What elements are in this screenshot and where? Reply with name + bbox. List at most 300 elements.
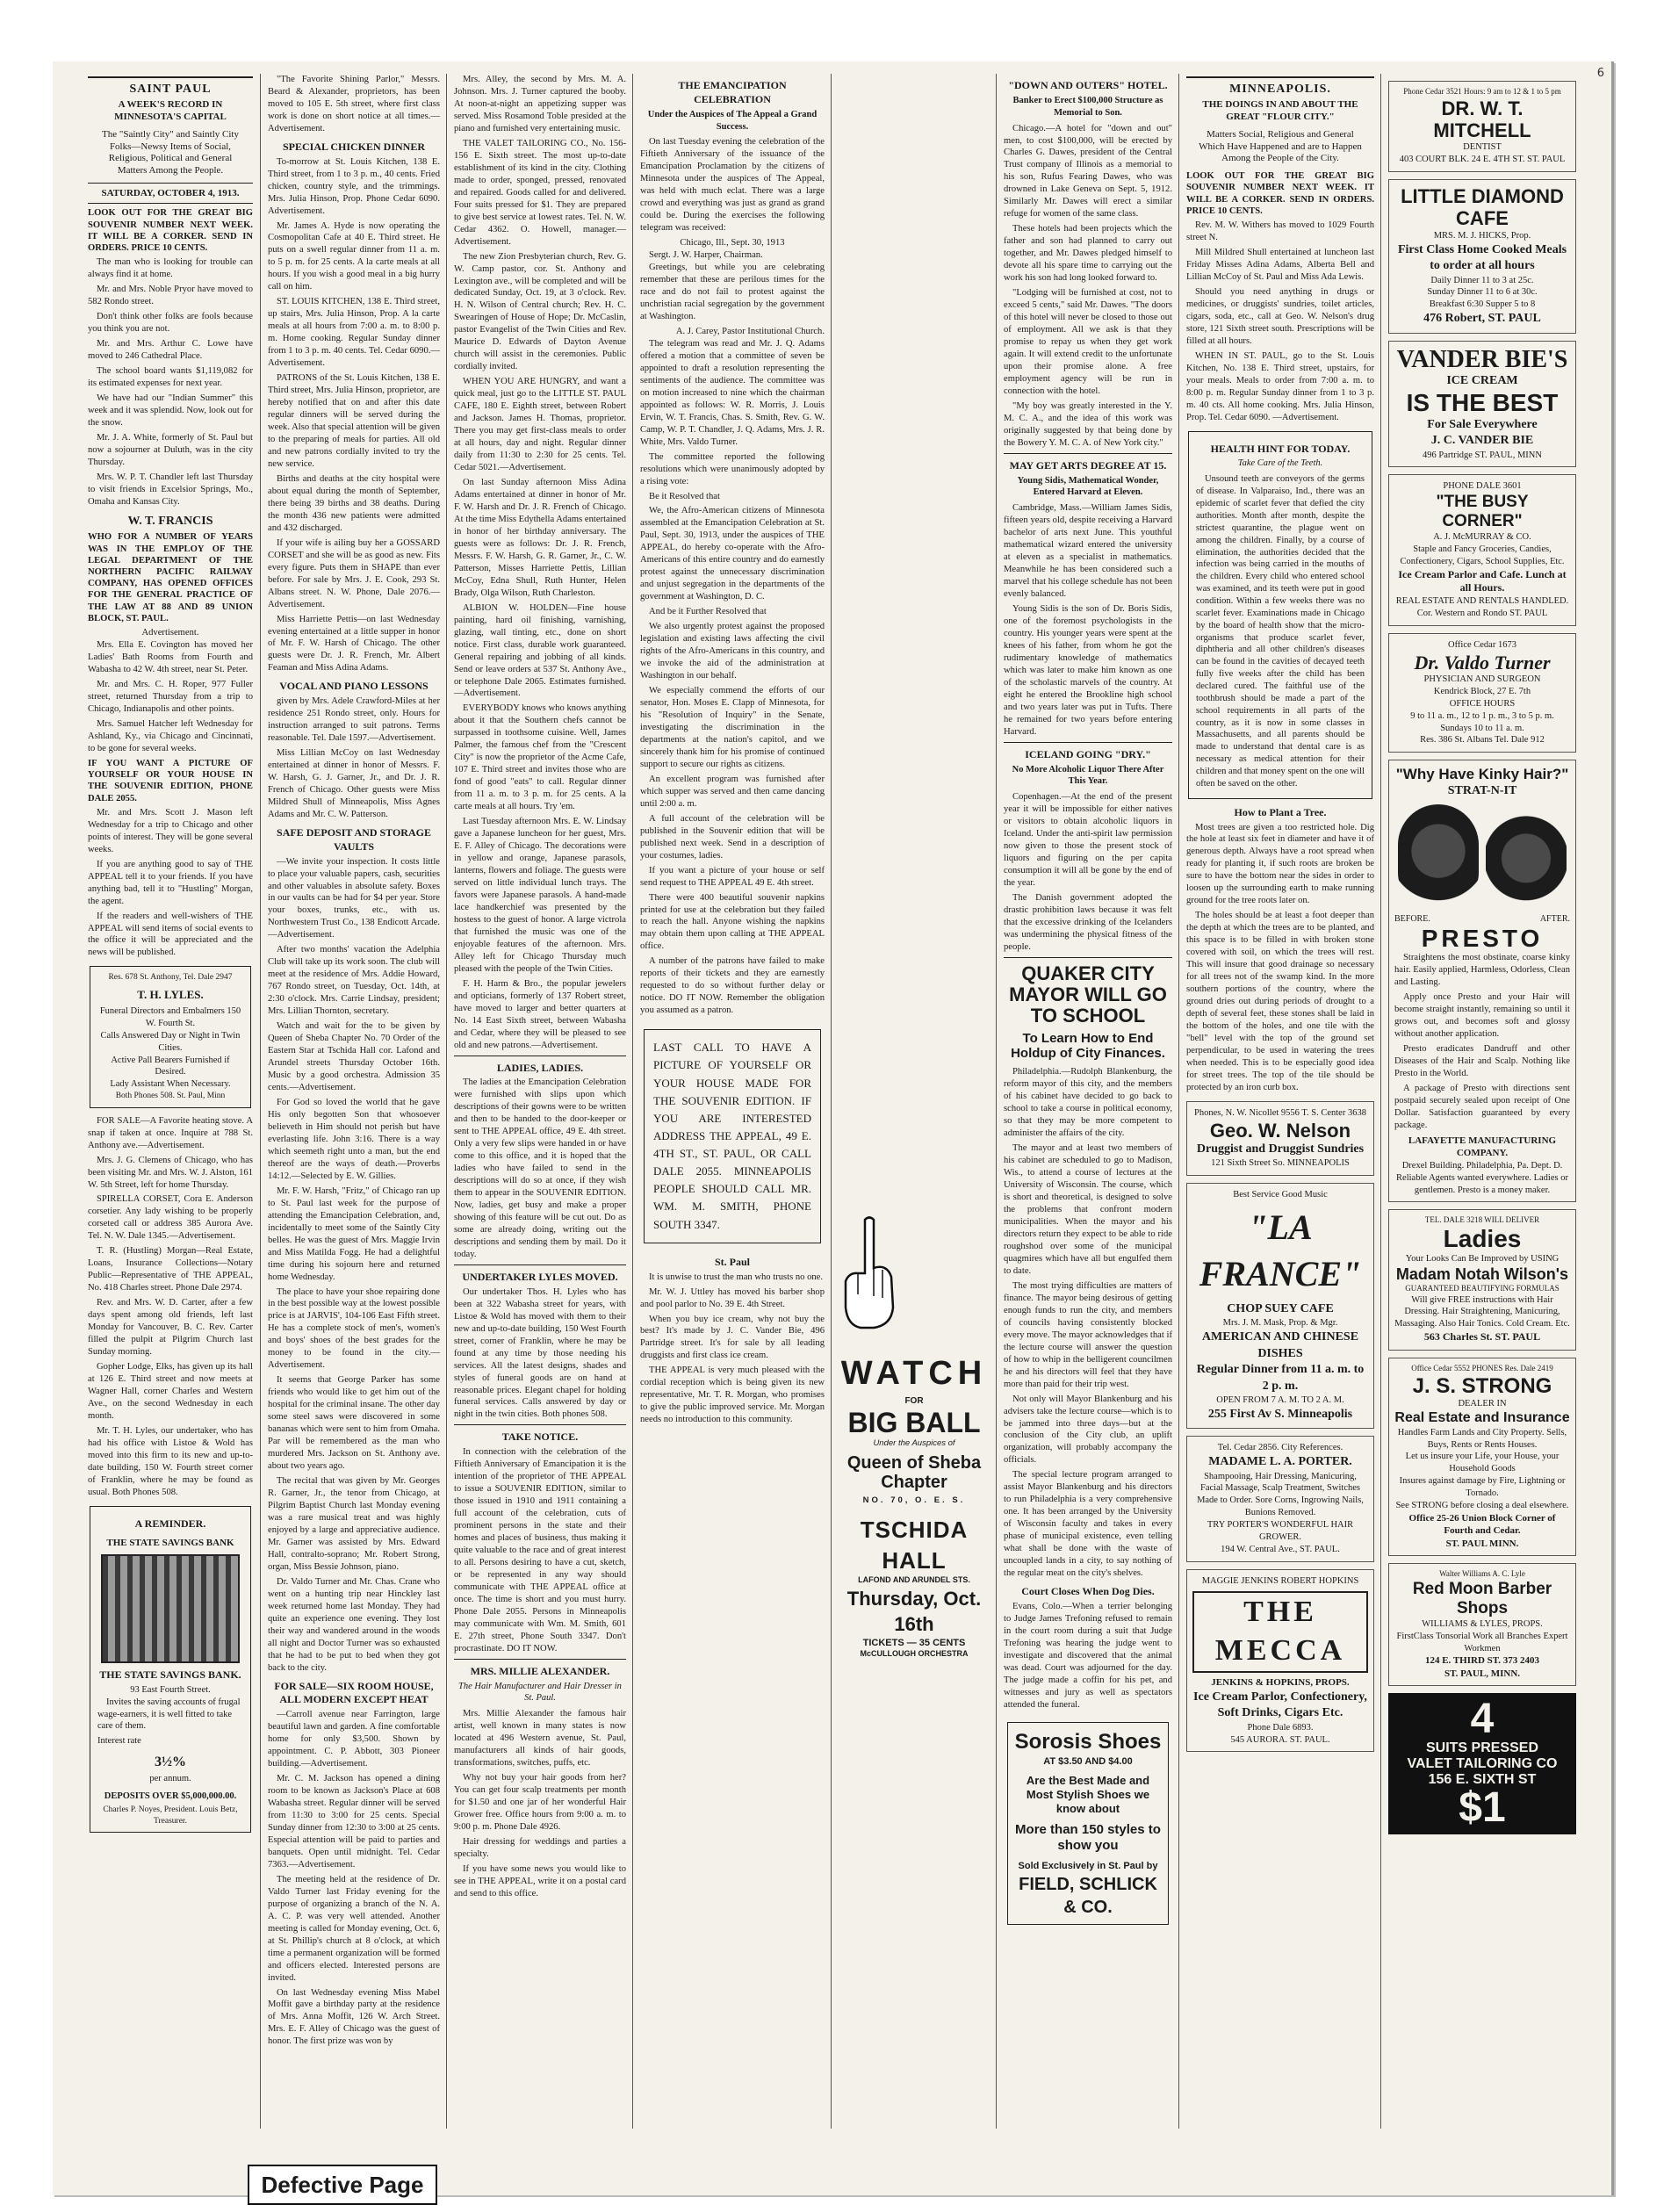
la-france-ad	[1186, 1183, 1374, 1429]
column-8	[1380, 74, 1583, 2129]
news-item: Don't think other folks are fools because you think you are not.	[88, 312, 253, 335]
news-item: Mrs. Samuel Hatcher left Wednesday for Ashland, Ky., via Chicago and Cincinnati, to be gone for several weeks.	[88, 718, 253, 753]
mitchell-address: 403 COURT BLK. 24 E. 4TH ST. ST. PAUL	[1399, 155, 1566, 165]
vt-top: Office Cedar 1673	[1448, 639, 1516, 650]
item-heading: MAY GET ARTS DEGREE AT 15.	[1009, 458, 1167, 472]
news-item: On last Tuesday evening the celebration of the Fiftieth Anniversary of the issuance of the Emancipation Proclamation by the citizens of Minnesota under the auspices of The Appeal, was held with much eclat. There was a large crowd and everything was just as grand as grand could be. During the exercises the following telegram was received:	[640, 137, 825, 234]
news-item: The most trying difficulties are matters of finance. The mayor being desirous of getting enough funds to run the city, and members of councils having consistently blocked every move. The mayor acknowledges that if the lecture course will answer the question of how to whip in the belligerent councilmen he and his directors will feel that they have more than paid for their trip west.	[1004, 1280, 1172, 1389]
ball-ad	[839, 1351, 990, 1660]
bc-address: Cor. Western and Rondo ST. PAUL	[1416, 609, 1548, 619]
valet-tailoring-ad	[1388, 1693, 1576, 1834]
diamond-address: 476 Robert, ST. PAUL	[1423, 312, 1541, 326]
news-item: Hair dressing for weddings and parties a specialty.	[454, 1836, 626, 1859]
la-france-top: Best Service Good Music	[1233, 1190, 1328, 1200]
before-label: BEFORE.	[1394, 914, 1430, 925]
bank-officers: Charles P. Noyes, President. Louis Betz, Treasurer.	[103, 1805, 238, 1826]
news-item: The man who is looking for trouble can always find it at home.	[88, 257, 253, 280]
la-france-line: OPEN FROM 7 A. M. TO 2 A. M.	[1216, 1394, 1344, 1405]
news-item: The holes should be at least a foot deeper than the depth at which the trees are to be planted, and this space is to be filled in with broken stone covered with soil, on which the trees will rest. This will insure that good drainage so necessary for all trees not of the swamp kind. In the more southern portions of the country, where the ground dries out during periods of drought to a depth of several feet, these stones shall be laid in the bottom of the holes, and one tile with the "bell" level with the top of the ground set perpendicular, to be used in watering the trees when needed. This is to be especially good idea for street trees. The top of the tile should be protected by an iron curb box.	[1186, 911, 1374, 1092]
bc-line: A. J. McMURRAY & CO.	[1433, 532, 1531, 543]
bc-name: "THE BUSY CORNER"	[1436, 493, 1529, 531]
news-item: ALBION W. HOLDEN—Fine house painting, hard oil finishing, varnishing, glazing, wall tinting, etc., done on short notice. First class, durable work guaranteed. General repairing and jobbing of all kinds. Send or leave orders at 537 St. Anthony Ave., or telephone Dale 2065. Estimates furnished.—Advertisement.	[454, 602, 626, 699]
valet-number: 4	[1470, 1696, 1495, 1743]
news-item: We also urgently protest against the proposed legislation and existing laws affecting the civil rights of the Afro-Americans in this country, and we invoke the aid of the administration at Washington in our behalf.	[640, 622, 825, 681]
lyles-line: Both Phones 508. St. Paul, Minn	[115, 1092, 226, 1101]
item-subheading: Take Care of the Teeth.	[1237, 458, 1323, 469]
mitchell-ad	[1388, 81, 1576, 172]
rule	[1004, 742, 1172, 743]
rm-line: FirstClass Tonsorial Work all Branches Expert Workmen	[1396, 1631, 1568, 1654]
ladies-line: Madam Notah Wilson's	[1395, 1265, 1569, 1283]
francis-notice: WHO FOR A NUMBER OF YEARS WAS IN THE EMPLOY OF THE LEGAL DEPARTMENT OF THE NORTHERN PACIFIC RAILWAY COMPANY, HAS OPENED OFFICES FOR THE GENERAL PRACTICE OF THE LAW AT 88 AND 89 UNION BLOCK, ST. PAUL.	[88, 532, 253, 623]
news-item: —Carroll avenue near Farrington, large beautiful lawn and garden. A fine comfortable home for only $3,500. Shown by appointment. C. P. Abbott, 303 Pioneer building.—Advertisement.	[268, 1710, 440, 1769]
news-item: Unsound teeth are conveyors of the germs of disease. In Valparaiso, Ind., there was an epidemic of scarlet fever that defied the city authorities. Month after month, despite the strictest quarantine, the plague went on among the children. Finally, by a course of elimination, the authorities decided that the infection was being carried in the mouths of the children. Every child who entered school was examined, and its teeth were put in good condition. Within a few weeks there was no scarlet fever. Examinations made in Chicago by the board of health show that the micro-organisms that produce scarlet fever, diphtheria and all other children's diseases can be found in the cavities of decayed teeth fully five weeks after the child has been declared cured. The faithful use of the toothbrush should be made a part of the school requirements in all parts of the country, as it is now in some classes in Massachusetts, and all parents should be made to understand that dental care is as necessary as medical attention for their children and that money spent on the one will often be saved on the other.	[1196, 474, 1365, 789]
rule	[88, 183, 253, 184]
mecca-line: Phone Dale 6893.	[1247, 1722, 1314, 1733]
vb-line: IS THE BEST	[1406, 388, 1559, 416]
news-item: If you want a picture of your house or self send request to THE APPEAL 49 E. 4th street.	[640, 865, 825, 888]
nelson-ad	[1186, 1101, 1374, 1176]
news-item: Most trees are given a too restricted hole. Dig the hole at least six feet in diameter and have it of generous depth. Always have a root spread when ready for planting it, if such roots are broken be sure to have the bottom near the sides in order to loosen up the surrounding earth to make running ground for the tree roots later on.	[1186, 822, 1374, 906]
ball-chapter: Queen of Sheba Chapter	[846, 1452, 982, 1492]
spacer	[839, 74, 990, 1207]
news-item: Not only will Mayor Blankenburg and his advisers take the lecture course—which is to be jammed into three days—but at the conclusion of the City club, an uplift organization, will probably accompany the officials.	[1004, 1394, 1172, 1466]
news-item: "The Favorite Shining Parlor," Messrs. Beard & Alexander, proprietors, has been moved to 105 E. 5th street, where first class work is done on short notice at all times.—Advertisement.	[268, 75, 440, 133]
strong-address: ST. PAUL MINN.	[1445, 1538, 1519, 1549]
diamond-line: First Class Home Cooked Meals to order at all hours	[1397, 242, 1567, 273]
porter-ad	[1186, 1436, 1374, 1561]
defective-page-label: Defective Page	[248, 2165, 437, 2205]
bc-line: REAL ESTATE AND RENTALS HANDLED.	[1395, 596, 1569, 607]
news-item: It is unwise to trust the man who trusts no one.	[649, 1272, 824, 1282]
diamond-line: Daily Dinner 11 to 3 at 25c.	[1430, 275, 1534, 285]
la-france-line: Mrs. J. M. Mask, Prop. & Mgr.	[1222, 1318, 1338, 1329]
item-heading: UNDERTAKER LYLES MOVED.	[462, 1270, 618, 1283]
news-item: The telegram was read and Mr. J. Q. Adams offered a motion that a committee of seven be appointed to draft a resolution representing the sentiments of the audience. The committee was on motion increased to nine which the chairman appointed as follows: W. R. Morris, J. Louis Ervin, W. T. Francis, Chas. S. Smith, Rev. G. W. Camp, W. P. T. Chandler, J. Q. Adams, Mrs. J. R. White, Mrs. Valdo Turner.	[640, 338, 825, 447]
lyles-line: Funeral Directors and Embalmers 150 W. Fourth St.	[99, 1006, 241, 1028]
item-heading: SAFE DEPOSIT AND STORAGE VAULTS	[277, 825, 431, 853]
pointing-hand-icon	[839, 1215, 900, 1329]
strong-line: Insures against damage by Fire, Lightning or Tornado.	[1399, 1476, 1566, 1498]
news-item: Our undertaker Thos. H. Lyles who has been at 322 Wabasha street for years, with Listoe & Wold has moved with them to their new and up-to-date building, 150 West Fourth street, corner of Franklin, where he may be found at any time by those needing his services. All the latest designs, shades and styles of funeral goods are on hand at reasonable prices. Elegant chapel for holding funeral services. Calls answered by day or night in the twin cities. Both phones 508.	[454, 1286, 626, 1420]
rm-top: Walter Williams A. C. Lyle	[1439, 1569, 1525, 1579]
quaker-headline: QUAKER CITY MAYOR WILL GO TO SCHOOL	[1009, 962, 1167, 1027]
diamond-line: MRS. M. J. HICKS, Prop.	[1433, 230, 1531, 241]
news-item: The ladies at the Emancipation Celebration were furnished with slips upon which descriptions of their gowns were to be written and then to be handed to the door-keeper or sent to THE APPEAL office, 49 E. 4th street. Only a very few slips were handed in or have come to this office, and it is hoped that the ladies who have failed to send in the descriptions will do so at once, if they wish them to appear in the SOUVENIR EDITION. Now, ladies, get busy and make a proper showing of this feature will be cut out. Do as some are already doing, writing out the descriptions and sending them by mail. Do it today.	[454, 1077, 626, 1259]
news-item: The school board wants $1,119,082 for its estimated expenses for next year.	[88, 366, 253, 389]
after-label: AFTER.	[1539, 914, 1570, 925]
issue-date: SATURDAY, OCTOBER 4, 1913.	[101, 187, 240, 198]
presto-line: LAFAYETTE MANUFACTURING COMPANY.	[1408, 1135, 1557, 1159]
news-item: —We invite your inspection. It costs little to place your valuable papers, cash, securities and other valuables in absolute safety. Boxes in our vaults can be had for $4 per year. Store your boxes, trunks, etc., with us. Northwestern Trust Co., 138 Endicott Arcade.—Advertisement.	[268, 856, 440, 940]
strong-name: J. S. STRONG	[1412, 1373, 1552, 1398]
columns	[81, 74, 1582, 2129]
news-item: Philadelphia.—Rudolph Blankenburg, the reform mayor of this city, and the members of his cabinet have decided to go back to school to take a course in political economy, so that they may be more competent to administer the affairs of the city.	[1004, 1067, 1172, 1139]
news-item: For God so loved the world that he gave His only begotten Son that whosoever believeth in Him should not perish but have everlasting life. John 3:16. There is a way which seemeth right unto a man, but the end thereof are the ways of death.—Proverbs 14:12.—Selected by E. W. Gillies.	[268, 1097, 440, 1181]
red-moon-ad	[1388, 1563, 1576, 1686]
ladies-ad	[1388, 1209, 1576, 1351]
sorosis-line: Are the Best Made and Most Stylish Shoes we know about	[1026, 1773, 1150, 1816]
lyles-phone: Res. 678 St. Anthony, Tel. Dale 2947	[108, 973, 233, 983]
news-item: An excellent program was furnished after which supper was served and then came dancing until 2:00 a. m.	[640, 774, 825, 809]
news-item: Copenhagen.—At the end of the present year it will be impossible for either natives or visitors to obtain alcoholic liquors in Iceland. Under the anti-spirit law permission now given to those the present stock of liquors and figuring on the per capita consumption it will all be gone by the end of the year.	[1004, 792, 1172, 889]
busy-corner-ad	[1388, 474, 1576, 626]
news-item: FOR SALE—A Favorite heating stove. A snap if taken at once. Inquire at 788 St. Anthony ave.—Advertisement.	[88, 1115, 253, 1150]
presto-ad	[1388, 760, 1576, 1202]
item-heading: "DOWN AND OUTERS" HOTEL.	[1008, 79, 1168, 91]
presto-line: Apply once Presto and your Hair will become straight instantly, remaining so until it grows out, and becomes soft and glossy without another application.	[1394, 992, 1570, 1040]
news-item: Evans, Colo.—When a terrier belonging to Judge James Trefoning refused to remain in the court room during a suit that Judge Trefoning was hearing the judge went to investigate and discovered that the animal was dead. Court was adjourned for the day. The judge made a coffin for his pet, and witnesses and jury as well as spectators attended the funeral.	[1004, 1601, 1172, 1710]
bank-rate-unit: per annum.	[149, 1774, 191, 1784]
mecca-top: MAGGIE JENKINS ROBERT HOPKINS	[1201, 1575, 1359, 1586]
diamond-line: Sunday Dinner 11 to 6 at 30c.	[1427, 287, 1538, 298]
bank-rate: 3½%	[155, 1754, 186, 1770]
news-item: given by Mrs. Adele Crawford-Miles at her residence 251 Rondo street, only. Hours for instruction arranged to suit patrons. Terms reasonable. Tel. Dale 1597.—Advertisement.	[268, 696, 440, 744]
news-item: Mr. J. A. White, formerly of St. Paul but now a sojourner at Duluth, was in the city Thursday.	[88, 433, 253, 467]
vb-line: J. C. VANDER BIE	[1430, 434, 1534, 448]
telegram-addressee: Sergt. J. W. Harper, Chairman.	[649, 250, 763, 261]
bank-address: 93 East Fourth Street.	[130, 1684, 211, 1695]
strong-line: Let us insure your Life, your House, your Household Goods	[1405, 1452, 1560, 1474]
news-item: EVERYBODY knows who knows anything about it that the Southern chefs cannot be surpassed in toothsome cuisine. Well, James Palmer, the famous chef from the "Crescent City" is now the proprietor of the Acme Cafe, 107 E. Third street and invites those who are fond of good "eats" to call. Regular dinner from 11 a. m. to 3 p. m. for 25 cents. A la carte meals at all hours. Try 'em.	[454, 703, 626, 812]
nelson-address: 121 Sixth Street So. MINNEAPOLIS	[1211, 1158, 1350, 1169]
news-item: On last Sunday afternoon Miss Adina Adams entertained at dinner in honor of Mr. F. W. Harsh and Dr. J. R. French of Chicago. At the time Miss Edythella Adams entertained in honor of her birthday anniversary. The guests were as follows: Dr. J. R. French, Messrs. F. W. Harsh, G. R. Garner, Jr., C. W. Patterson, Misses Harriette Pettis, Lillian McCoy, Edna Shull, Ruth Hunter, Helen Brady, Olga Wilson, Ruth Charleston.	[454, 478, 626, 598]
item-heading: HEALTH HINT FOR TODAY.	[1210, 442, 1351, 455]
news-item: THE VALET TAILORING CO., No. 156-156 E. Sixth street. The most up-to-date establishment of its kind in the city. Clothing made to order, sponged, pressed, renovated and repaired. Goods called for and delivered. Four suits pressed for $1. They are prepared to give best service at lowest rates. Tel. N. W. Cedar 4362. O. Howell, manager.—Advertisement.	[454, 138, 626, 247]
vb-line: ICE CREAM	[1446, 374, 1518, 388]
vt-line: Sundays 10 to 11 a. m.	[1440, 723, 1524, 733]
rule	[88, 203, 253, 204]
news-item: Rev. M. W. Withers has moved to 1029 Fourth street N.	[1186, 220, 1374, 243]
item-subheading: The Hair Manufacturer and Hair Dresser in St. Paul.	[458, 1681, 622, 1704]
news-item: These hotels had been projects which the father and son had planned to carry out together, and Mr. Dawes pledged himself to devote all his spare time to carrying out the work his son had long looked forward to.	[1004, 224, 1172, 284]
mitchell-top: Phone Cedar 3521 Hours: 9 am to 12 & 1 to 5 pm	[1403, 87, 1561, 96]
la-france-line: CHOP SUEY CAFE	[1227, 1301, 1334, 1315]
news-item: Mr. F. W. Harsh, "Fritz," of Chicago ran up to St. Paul last week for the purpose of attending the Emancipation Celebration, and, incidentally to meet some of the Saintly City belles. He was the guest of Mrs. Maggie Irvin and Miss Matilda Fogg. He had a delightful time during his sojourn here and returned home Wednesday.	[268, 1185, 440, 1282]
news-item: Dr. Valdo Turner and Mr. Chas. Crane who went on a hunting trip near Hinckley last week returned home last Monday. They had quite an experience one evening. They lost their way and wandered around in the woods all night and Doctor Turner was so exhausted that he had to be put to bed when they got back to the city.	[268, 1576, 440, 1673]
item-heading: THE EMANCIPATION CELEBRATION	[678, 79, 787, 105]
item-subheading: No More Alcoholic Liquor There After This Year.	[1012, 764, 1164, 787]
item-heading: MRS. MILLIE ALEXANDER.	[470, 1664, 610, 1677]
news-item: Mrs. Alley, the second by Mrs. M. A. Johnson. Mrs. J. Turner captured the booby. At noon-at-night an appetizing supper was served. Miss Rosamond Toble presided at the piano and furnished very entertaining music.	[454, 75, 626, 133]
news-item: Mr. and Mrs. Scott J. Mason left Wednesday for a trip to Chicago and other points of interest. They will be gone several weeks.	[88, 807, 253, 854]
porter-top: Tel. Cedar 2856. City References.	[1217, 1443, 1343, 1453]
la-france-address: 255 First Av S. Minneapolis	[1207, 1407, 1353, 1421]
news-item: The mayor and at least two members of his cabinet are scheduled to go to Madison, Wis., to attend a course of lectures at the University of Wisconsin. The course, which is short and theoretical, is designed to solve the problems that confront modern municipalities. When the mayor and his directors return they expect to be able to ride roughshod over some of the municipal quagmires which have all but engulfed them to date.	[1004, 1143, 1172, 1276]
porter-name: MADAME L. A. PORTER.	[1208, 1455, 1352, 1469]
column-7	[1178, 74, 1381, 2129]
valet-line: SUITS PRESSED	[1425, 1740, 1538, 1756]
news-item: Chicago.—A hotel for "down and out" men, to cost $100,000, will be erected by Charles G. Dawes, president of the Central Trust company of Illinois as a memorial to his son, Rufus Fearing Dawes, who was drowned in Lake Geneva on Sept. 5, 1912. Similarly Mr. Dawes will erect a similar refuge for women of the same class.	[1004, 123, 1172, 220]
ladies-line: GUARANTEED BEAUTIFYING FORMULAS	[1405, 1283, 1560, 1293]
news-item: The Danish government adopted the drastic prohibition laws because it was felt that the excessive drinking of the Icelanders was undermining the physical fitness of the people.	[1004, 892, 1172, 952]
souvenir-notice: LOOK OUT FOR THE GREAT BIG SOUVENIR NUMBER NEXT WEEK. IT WILL BE A CORKER. SEND IN ORDERS. PRICE 10 CENTS.	[88, 208, 253, 254]
news-item: If you have some news you would like to see in THE APPEAL, write it on a postal card and send to this office.	[454, 1863, 626, 1899]
after-face-image	[1486, 804, 1567, 908]
bank-body: Invites the saving accounts of frugal wage-earners, it is well fitted to take care of them.	[97, 1697, 241, 1732]
ladies-line: Will give FREE instructions with Hair Dressing. Hair Straightening, Manicuring, Massaging. Also Hair Tonics. Cold Cream. Etc.	[1394, 1294, 1570, 1329]
ladies-line: Your Looks Can Be Improved by USING	[1405, 1254, 1560, 1265]
bank-ad-title: A REMINDER.	[134, 1517, 206, 1530]
ball-hall-address: LAFOND AND ARUNDEL STS.	[858, 1575, 970, 1584]
la-france-line: AMERICAN AND CHINESE DISHES	[1201, 1330, 1359, 1360]
bc-top: PHONE DALE 3601	[1443, 481, 1522, 492]
valet-line: 156 E. SIXTH ST	[1428, 1771, 1537, 1787]
news-item: Should you need anything in drugs or medicines, or druggists' sundries, toilet articles, cigars, soda, etc., call at Geo. W. Nelson's drug store, 121 Sixth street south. Prescriptions will be filled at all hours.	[1186, 287, 1374, 346]
news-item: Miss Harriette Pettis—on last Wednesday evening entertained at a little supper in honor of Mr. F. W. Harsh of Chicago. The other guests were Dr. J. R. French, Mr. Albert Feaman and Miss Adina Adams.	[268, 614, 440, 674]
item-heading: SPECIAL CHICKEN DINNER	[282, 140, 426, 153]
valet-line: VALET TAILORING CO	[1407, 1756, 1558, 1772]
rule	[1004, 453, 1172, 454]
lyles-name: T. H. LYLES.	[137, 987, 204, 1001]
la-france-name: "LA FRANCE"	[1199, 1207, 1362, 1293]
news-item: Mr. and Mrs. Arthur C. Lowe have moved to 246 Cathedral Place.	[88, 339, 253, 362]
before-face-image	[1398, 804, 1479, 908]
lyles-ad	[90, 966, 251, 1107]
presto-line: Drexel Building. Philadelphia, Pa. Dept. D.	[1401, 1160, 1563, 1171]
column-5	[831, 74, 997, 2129]
news-item: The new Zion Presbyterian church, Rev. G. W. Camp pastor, cor. St. Anthony and Lexington ave., will be completed and will be dedicated Sunday, Oct. 19, at 3 o'clock. Rev. H. N. Wilson of Central church; Rev. H. C. Swearingen of House of Hope; Dr. McCaslin, pastor Evangelist of the Twin Cities and Rev. Maurice D. Edwards of Dayton Avenue church will assist in the ceremonies. Public cordially invited.	[454, 251, 626, 372]
news-item: Cambridge, Mass.—William James Sidis, fifteen years old, despite receiving a Harvard bachelor of arts next June. This youthful mathematical wizard entered the university at eleven as a specialist in mathematics. Meanwhile he has been considered such a marvel that his college schedule has not been evenly balanced.	[1004, 503, 1172, 600]
picture-notice: IF YOU WANT A PICTURE OF YOURSELF OR YOUR HOUSE IN THE SOUVENIR EDITION, PHONE DALE 2055.	[88, 758, 253, 803]
column-2	[260, 74, 447, 2129]
item-heading: FOR SALE—SIX ROOM HOUSE, ALL MODERN EXCEPT HEAT	[274, 1679, 434, 1706]
rm-line: 124 E. THIRD ST. 373 2403	[1424, 1655, 1540, 1667]
page-number: 6	[1596, 67, 1604, 80]
news-item: "My boy was greatly interested in the Y. M. C. A., and the idea of this work was originally suggested by that being done by the Bowery Y. M. C. A. of New York city."	[1004, 400, 1172, 448]
before-after-labels	[1394, 913, 1570, 925]
francis-heading: W. T. FRANCIS	[127, 514, 213, 528]
nelson-line: Druggist and Druggist Sundries	[1196, 1142, 1365, 1156]
vt-line: Kendrick Block, 27 E. 7th	[1433, 687, 1531, 696]
presto-brand: STRAT-N-IT	[1447, 783, 1517, 797]
presto-line: Presto eradicates Dandruff and other Diseases of the Hair and Scalp. Nothing like Presto in the World.	[1394, 1044, 1570, 1079]
ball-watch: WATCH	[840, 1354, 988, 1392]
vt-line: PHYSICIAN AND SURGEON	[1423, 674, 1541, 685]
ball-title: BIG BALL	[847, 1407, 981, 1439]
news-item: If your wife is ailing buy her a GOSSARD CORSET and she will be as good as new. Fits every figure. Puts them in SHAPE than ever before. For sale by Mrs. J. E. Cook, 293 St. Albans street. N. W. Phone, Dale 2076.—Advertisement.	[268, 537, 440, 609]
news-item: Greetings, but while you are celebrating remember that these are perilous times for the race and do not fail to protest against the unchristian racial segregation by the government at Washington.	[640, 263, 825, 321]
strong-ad	[1388, 1358, 1576, 1556]
sorosis-price: AT $3.50 AND $4.00	[1043, 1756, 1133, 1768]
news-item: Last Tuesday afternoon Mrs. E. W. Lindsay gave a Japanese luncheon for her guest, Mrs. E. F. Alley of Chicago. The decorations were in yellow and orange, Japanese parasols, lanterns, flowers and foliage. The guests were served on little individual lunch trays. The favors were Japanese parasols. A hand-made lace handkerchief was presented by the hostess to the guest of honor. A large victrola that furnished the music was one of the enjoyable features of the afternoon. Mrs. Alley left for Chicago Thursday much pleased with the people of the Twin Cities.	[454, 817, 626, 974]
news-item: "Lodging will be furnished at cost, not to exceed 5 cents," said Mr. Dawes. "The doors of this hotel will never be closed to those out of employment. All we ask is that they promise to repay us when they get work again. It will extend credit to the unfortunate upon their promise alone. A free employment agency will be run in connection with the hotel.	[1004, 288, 1172, 396]
news-item: Births and deaths at the city hospital were about equal during the month of September, there being 39 births and 38 deaths. During the month 436 new patients were admitted and 432 discharged.	[268, 473, 440, 533]
bc-line: Staple and Fancy Groceries, Candies, Confectionery, Cigars, School Supplies, Etc.	[1400, 544, 1565, 566]
section-deck: THE DOINGS IN AND ABOUT THE GREAT "FLOUR CITY."	[1202, 99, 1358, 123]
mitchell-line: DENTIST	[1463, 142, 1502, 153]
news-item: If the readers and well-wishers of THE APPEAL will send items of social events to the office it will be appreciated and the news will be published.	[88, 911, 253, 958]
news-item: Mill Mildred Shull entertained at luncheon last Friday Misses Adina Adams, Alberta Bell and Lillian McCoy of St. Paul and Miss Ada Lewis.	[1186, 248, 1374, 283]
mitchell-name: DR. W. T. MITCHELL	[1433, 97, 1531, 142]
vander-bie-ad	[1388, 341, 1576, 468]
advertisement-label: Advertisement.	[141, 628, 199, 638]
bank-rate-label: Interest rate	[97, 1736, 141, 1747]
item-heading: VOCAL AND PIANO LESSONS	[279, 680, 429, 693]
news-item: The meeting held at the residence of Dr. Valdo Turner last Friday evening for the purpose of organizing a branch of the N. A. A. C. P. was very well attended. Another meeting is called for Monday evening, Oct. 6, at St. Phillip's church at 8 o'clock, at which time a permanent organization will be formed and officers elected. Interested persons are invited.	[268, 1874, 440, 1983]
health-hint-box	[1188, 431, 1372, 799]
news-item: Mr. T. H. Lyles, our undertaker, who has had his office with Listoe & Wold has moved into this firm to its new and up-to-date building, 150 W. Fourth street corner of Franklin, where he may be found as usual. Both Phones 508.	[88, 1425, 253, 1497]
porter-line: TRY PORTER'S WONDERFUL HAIR GROWER.	[1207, 1520, 1354, 1542]
diamond-line: Breakfast 6:30 Supper 5 to 8	[1429, 299, 1536, 310]
item-heading: St. Paul	[714, 1255, 750, 1268]
porter-line: Shampooing, Hair Dressing, Manicuring, Facial Massage, Scalp Treatment, Switches Made to Order. Sore Corns, Ingrowing Nails, Bunions Removed.	[1197, 1471, 1364, 1518]
ball-for: FOR	[904, 1396, 924, 1407]
strong-line: DEALER IN	[1458, 1399, 1507, 1409]
diamond-name: LITTLE DIAMOND CAFE	[1401, 185, 1564, 230]
ball-under: Under the Auspices of	[873, 1438, 955, 1449]
news-item: We especially commend the efforts of our senator, Hon. Moses E. Clapp of Minnesota, for his "Resolution of Inquiry" in the Senate, investigating the discrimination in the departments at the nation's capitol, and we sincerely thank him for his promise of continued support to secure our rights as citizens.	[640, 686, 825, 769]
news-item: WHEN IN ST. PAUL, go to the St. Louis Kitchen, No. 138 E. Third street, upstairs, for your meals. Meals to order from 7:00 a. m. to 8:00 p. m. Regular Sunday dinner from 1 to 3 p. m. 40 cts. All home cooking. Mrs. Julia Hinson, Prop. Tel. Cedar 6090. —Advertisement.	[1186, 350, 1374, 422]
item-heading: TAKE NOTICE.	[501, 1430, 579, 1444]
news-item: When you buy ice cream, why not buy the best? It's made by J. C. Vander Bie, 496 Partridge street. It's for sale by all leading druggists and first class ice cream.	[640, 1314, 825, 1361]
item-heading: How to Plant a Tree.	[1234, 805, 1327, 818]
bank-deposits: DEPOSITS OVER $5,000,000.00.	[104, 1791, 237, 1802]
mecca-address: 545 AURORA. ST. PAUL.	[1230, 1734, 1330, 1745]
ladies-top: TEL. DALE 3218 WILL DELIVER	[1424, 1215, 1540, 1225]
last-call-notice: LAST CALL TO HAVE A PICTURE OF YOURSELF OR YOUR HOUSE MADE FOR THE SOUVENIR EDITION. IF YOU ARE INTERESTED ADDRESS THE APPEAL, 49 E. 4TH ST., ST. PAUL, OR CALL DALE 2055. MINNEAPOLIS PEOPLE SHOULD CALL MR. WM. M. SMITH, PHONE SOUTH 3347.	[644, 1029, 821, 1243]
news-item: To-morrow at St. Louis Kitchen, 138 E. Third street, from 1 to 3 p. m., 40 cents. Fried chicken, country style, and the trimmings. Mrs. Julia Hinson, Prop. Phone Cedar 6090. Advertisement.	[268, 156, 440, 216]
news-item: THE APPEAL is very much pleased with the cordial reception which is being given its new representative, Mr. T. R. Morgan, who promises to give the public improved service. Mr. Morgan needs no introduction to this community.	[640, 1365, 825, 1425]
rule	[88, 76, 253, 78]
newspaper-page	[53, 61, 1614, 2195]
item-subheading: Under the Auspices of The Appeal a Grand Success.	[647, 109, 818, 132]
ball-tickets: TICKETS — 35 CENTS	[862, 1637, 966, 1648]
diamond-cafe-ad	[1388, 179, 1576, 333]
rule	[1004, 957, 1172, 958]
news-item: PATRONS of the St. Louis Kitchen, 138 E. Third street, Mrs. Julia Hinson, proprietor, are hereby notified that on and after this date regular dinners will be served during the week. Also that special attention will be given to the preparing of meals for parties. All old and new patrons cordially invited to try the new service.	[268, 373, 440, 469]
news-item: Mrs. W. P. T. Chandler left last Thursday to visit friends in Excelsior Springs, Mo., Omaha and Kansas City.	[88, 472, 253, 507]
sorosis-title: Sorosis Shoes	[1014, 1729, 1162, 1754]
news-item: Be it Resolved that	[649, 491, 720, 501]
la-france-line: Regular Dinner from 11 a. m. to 2 p. m.	[1196, 1363, 1365, 1393]
column-3	[446, 74, 633, 2129]
rule	[454, 1424, 626, 1425]
presto-line: Straightens the most obstinate, coarse kinky hair. Easily applied, Harmless, Odorless, Clean and Lasting.	[1394, 953, 1570, 988]
vb-address: 496 Partridge ST. PAUL, MINN	[1423, 450, 1542, 460]
item-heading: Court Closes When Dog Dies.	[1021, 1585, 1155, 1598]
section-title-saint-paul: SAINT PAUL	[129, 83, 212, 96]
rule	[1186, 76, 1374, 78]
rm-name: Red Moon Barber Shops	[1412, 1580, 1552, 1618]
before-after-illustration	[1394, 804, 1570, 908]
presto-name: PRESTO	[1421, 924, 1544, 952]
bank-building-illustration	[101, 1554, 240, 1663]
strong-line: See STRONG before closing a deal elsewhere.	[1395, 1500, 1569, 1510]
column-1	[81, 74, 260, 2129]
bank-name: THE STATE SAVINGS BANK.	[99, 1668, 241, 1682]
valet-price: $1	[1459, 1784, 1506, 1832]
presto-line: A package of Presto with directions sent postpaid securely sealed upon receipt of One Dollar. Satisfaction guaranteed by every package.	[1394, 1083, 1570, 1130]
news-item: Miss Lillian McCoy on last Wednesday entertained at dinner in honor of Messrs. F. W. Harsh, G. J. Garner, Jr., and Dr. J. R. French of Chicago. Other guests were Miss Mildred Shull of Minneapolis, Miss Agnes Adams and Mr. C. W. Patterson.	[268, 748, 440, 819]
telegram-dateline: Chicago, Ill., Sept. 30, 1913	[680, 238, 785, 249]
vb-name: VANDER BIE'S	[1396, 345, 1568, 373]
news-item: Mrs. J. G. Clemens of Chicago, who has been visiting Mr. and Mrs. W. J. Alston, 161 W. 5th Street, left for home Thursday.	[88, 1155, 253, 1190]
news-item: T. R. (Hustling) Morgan—Real Estate, Loans, Insurance Collections—Notary Public—Representative of THE APPEAL, No. 418 Charles street. Phone Dale 2974.	[88, 1246, 253, 1293]
news-item: Mr. James A. Hyde is now operating the Cosmopolitan Cafe at 40 E. Third street. He puts on a swell regular dinner from 11 a. m. to 5 p. m. for 25 cents. A la carte meals at all hours. If you wish a good meal in a big hurry call on him.	[268, 220, 440, 292]
section-deck: A WEEK'S RECORD IN MINNESOTA'S CAPITAL	[114, 99, 227, 123]
news-item: SPIRELLA CORSET, Cora E. Anderson corsetier. Any lady wishing to be properly corseted call or address 385 Aurora Ave. Tel. N. W. Dale 1345.—Advertisement.	[88, 1194, 253, 1242]
telegram-signature: A. J. Carey, Pastor Institutional Church.	[675, 326, 825, 336]
mecca-line: Ice Cream Parlor, Confectionery, Soft Drinks, Cigars Etc.	[1193, 1690, 1367, 1720]
item-heading: LADIES, LADIES.	[496, 1061, 584, 1074]
nelson-name: Geo. W. Nelson	[1209, 1119, 1351, 1142]
vt-line: Res. 386 St. Albans Tel. Dale 912	[1420, 735, 1545, 746]
news-item: On last Wednesday evening Miss Mabel Moffit gave a birthday party at the residence of Mrs. Anna Moffit, 126 W. Arch Street. Mrs. E. F. Alley of Chicago was the guest of honor. The first prize was won by	[268, 1987, 440, 2047]
ball-hall: TSCHIDA HALL	[860, 1517, 969, 1574]
mecca-ad	[1186, 1569, 1374, 1753]
news-item: Gopher Lodge, Elks, has given up its hall at 126 E. Third street and now meets at Wagner Hall, corner Charles and Western Ave., on the second Wednesday in each month.	[88, 1362, 253, 1421]
ladies-title: Ladies	[1443, 1225, 1522, 1253]
news-item: Rev. and Mrs. W. D. Carter, after a few days spent among old friends, left last Monday for Vancouver, B. C. Rev. Carter filled the pulpit at Pilgrim Church last Sunday morning.	[88, 1298, 253, 1358]
item-subheading: Banker to Erect $100,000 Structure as Memorial to Son.	[1012, 95, 1163, 118]
news-item: Mrs. Millie Alexander the famous hair artist, well known in many states is now located at 496 Western avenue, St. Paul, manufacturers all kinds of hair goods, transformations, switches, puffs, etc.	[454, 1709, 626, 1769]
strong-line: Office 25-26 Union Block Corner of Fourth and Cedar.	[1408, 1512, 1556, 1537]
news-item: It seems that George Parker has some friends who would like to get him out of the hospital for the criminal insane. The other day some steel saws were discovered in some bananas which were sent to him from Omaha. Par will be remembered as the man who murdered Mrs. Jackson on St. Anthony ave. about two years ago.	[268, 1375, 440, 1472]
rm-address: ST. PAUL, MINN.	[1444, 1668, 1521, 1679]
vt-name: Dr. Valdo Turner	[1414, 651, 1551, 674]
news-item: We, the Afro-American citizens of Minnesota assembled at the Emancipation Celebration at St. Paul, Sept. 30, 1913, under the auspices of THE APPEAL, do hereby co-operate with the Afro-Americans of this entire country and do earnestly protest against the unnecessary discrimination and unjust segregation in the departments of the government at Washington, D. C.	[640, 506, 825, 602]
news-item: WHEN YOU ARE HUNGRY, and want a quick meal, just go to the LITTLE ST. PAUL CAFE, 180 E. Eighth street, between Robert and Jackson. James H. Thomas, proprietor. There you may get first-class meals to order at all hours, day and night. Regular dinner daily from 11:30 to 2:30 for 25 cents. Tel. Cedar 5021.—Advertisement.	[454, 377, 626, 473]
rule	[454, 1659, 626, 1660]
news-item: There were 400 beautiful souvenir napkins printed for use at the celebration but they failed to reach the hall. Anyone wishing the napkins may obtain them upon calling at THE APPEAL office.	[640, 892, 825, 952]
news-item: ST. LOUIS KITCHEN, 138 E. Third street, up stairs, Mrs. Julia Hinson, Prop. A la carte meals at all hours from 7:00 a. m. to 8:00 p. m. Home cooking. Regular Sunday dinner from 1 to 3 p. m. 40 cents. Tel. Cedar 6090.—Advertisement.	[268, 297, 440, 369]
vt-line: 9 to 11 a. m., 12 to 1 p. m., 3 to 5 p. m.	[1410, 710, 1554, 721]
news-item: After two months' vacation the Adelphia Club will take up its work soon. The club will meet at the residence of Mrs. Addie Howard, 767 Rondo street, on Tuesday, Oct. 14th, at 2:30 o'clock. Mrs. Carrie Lindsay, president; Mrs. Lillian Thornton, secretary.	[268, 945, 440, 1017]
bc-line: Ice Cream Parlor and Cafe. Lunch at all Hours.	[1398, 567, 1567, 594]
column-4	[632, 74, 832, 2129]
item-subheading: Young Sidis, Mathematical Wonder, Entered Harvard at Eleven.	[1017, 475, 1159, 498]
news-item: In connection with the celebration of the Fiftieth Anniversary of Emancipation it is the intention of the proprietor of THE APPEAL to issue a SOUVENIR EDITION, similar to those issued in 1910 and 1911 containing a full account of the celebration, cuts of prominent persons in the state and their homes and places of business, thus making it quite valuable to the race and of great interest to all. Persons desiring to have a cut, sketch, or be represented in any way should communicate with THE APPEAL office at once. The time is short and you must hurry. Phone Dale 2055. Persons in Minneapolis may communicate with Wm. M. Smith, 601 E. 27th street, Phone South 3347. Don't procrastinate. DO IT NOW.	[454, 1447, 626, 1654]
presto-line: Reliable Agents wanted everywhere. Ladies or gentlemen. Presto is a money maker.	[1396, 1172, 1568, 1195]
news-item: Mr. C. M. Jackson has opened a dining room to be known as Jackson's Place at 608 Wabasha street. Regular dinner will be served from 11:30 to 3:00 for 25 cents. Special Sunday dinner from 12:30 to 3:00 at 25 cents. Especial attention will be paid to parties and banquets. Open until midnight. Tel. Cedar 7363.—Advertisement.	[268, 1774, 440, 1870]
news-item: A number of the patrons have failed to make reports of their tickets and they are earnestly requested to do so without further delay or notice. DO IT NOW. Remember the obligation you assumed as a patron.	[640, 956, 825, 1016]
mecca-name: THE MECCA	[1192, 1591, 1368, 1674]
column-6	[996, 74, 1179, 2129]
lyles-line: Lady Assistant When Necessary.	[110, 1079, 231, 1090]
vt-line: OFFICE HOURS	[1449, 698, 1516, 709]
news-item: Young Sidis is the son of Dr. Boris Sidis, one of the foremost psychologists in the country. His younger years were spent at the knees of his father, from whom he got the rudimentary knowledge of mathematics which was later to make him known as one of the scholastic marvels of the country. At eight he entered the Brookline high school and two years later was put in Tufts. There he remained for two years before entering Harvard.	[1004, 604, 1172, 737]
lyles-line: Calls Answered Day or Night in Twin Cities.	[100, 1030, 241, 1053]
news-item: The committee reported the following resolutions which were unanimously adopted by a rising vote:	[640, 451, 825, 486]
strong-top: Office Cedar 5552 PHONES Res. Dale 2419	[1411, 1363, 1553, 1373]
lyles-line: Active Pall Bearers Furnished if Desired.	[111, 1055, 230, 1077]
quaker-subheadline: To Learn How to End Holdup of City Finances.	[1011, 1031, 1165, 1061]
porter-address: 194 W. Central Ave., ST. PAUL.	[1221, 1544, 1340, 1554]
strong-line: Real Estate and Insurance	[1394, 1410, 1570, 1426]
news-item: The recital that was given by Mr. Georges R. Garner, Jr., the tenor from Chicago, at Pilgrim Baptist Church last Monday evening was a rare musical treat and was highly enjoyed by a large and appreciative audience. Mr. Garner was assisted by Mrs. Edward Hall, contralto-soprano; Mr. Robert Strong, organ, Miss Bessie Johnson, piano.	[268, 1476, 440, 1572]
ball-order: NO. 70, O. E. S.	[862, 1495, 966, 1505]
vb-line: For Sale Everywhere	[1427, 417, 1538, 431]
sorosis-line: More than 150 styles to show you	[1015, 1821, 1161, 1854]
valet-text	[1408, 1740, 1558, 1787]
news-item: Why not buy your hair goods from her? You can get four scalp treatments per month for $1.50 and one jar of her wonderful Hair Grower free. Office hours from 9:00 a. m. to 9:00 p. m. Phone Dale 4926.	[454, 1773, 626, 1832]
bank-sign: THE STATE SAVINGS BANK	[106, 1537, 234, 1548]
sorosis-seller: FIELD, SCHLICK & CO.	[1019, 1874, 1157, 1917]
section-subdeck: Matters Social, Religious and General Which Have Happened and are to Happen Among the People of the City.	[1199, 128, 1362, 164]
ball-orchestra: McCULLOUGH ORCHESTRA	[860, 1649, 969, 1659]
news-item: The special lecture program arranged to assist Mayor Blankenburg and his directors to run Philadelphia is a very comprehensive one. It has been arranged by the University of Wisconsin faculty and takes in every phase of municipal existence, even telling what shall be done with the waste of uncoupled lands in a city, to say nothing of the regular meat on the city's shelves.	[1004, 1470, 1172, 1579]
news-item: A full account of the celebration will be published in the Souvenir edition that will be published next week. Send in a description of your costumes, ladies.	[640, 813, 825, 861]
strong-line: Handles Farm Lands and City Property. Sells, Buys, Rents or Rents Houses.	[1397, 1427, 1567, 1450]
section-title-minneapolis: MINNEAPOLIS.	[1229, 83, 1331, 96]
souvenir-notice: LOOK OUT FOR THE GREAT BIG SOUVENIR NUMBER NEXT WEEK. IT WILL BE A CORKER. SEND IN ORDERS. PRICE 10 CENTS.	[1186, 171, 1374, 216]
news-item: We have had our "Indian Summer" this week and it was splendid. Now, look out for the snow.	[88, 393, 253, 429]
news-item: F. H. Harm & Bro., the popular jewelers and opticians, formerly of 137 Robert street, have moved to larger and better quarters at No. 14 East Sixth street, between Wabasha and Cedar, where they will be pleased to see old and new patrons.—Advertisement.	[454, 978, 626, 1050]
news-item: Watch and wait for the to be given by Queen of Sheba Chapter No. 70 Order of the Eastern Star at Tschida Hall cor. Lafond and Arundel streets Thursday October 16th. Music by a good orchestra. Admission 35 cents.—Advertisement.	[268, 1021, 440, 1092]
ball-date: Thursday, Oct. 16th	[846, 1587, 982, 1635]
news-item: The place to have your shoe repairing done in the best possible way at the lowest possible price is at JARVIS', 104-106 East Fifth street. He has a complete stock of men's, women's and boys' shoes of the best grades for the money to be found in the city.—Advertisement.	[268, 1286, 440, 1371]
